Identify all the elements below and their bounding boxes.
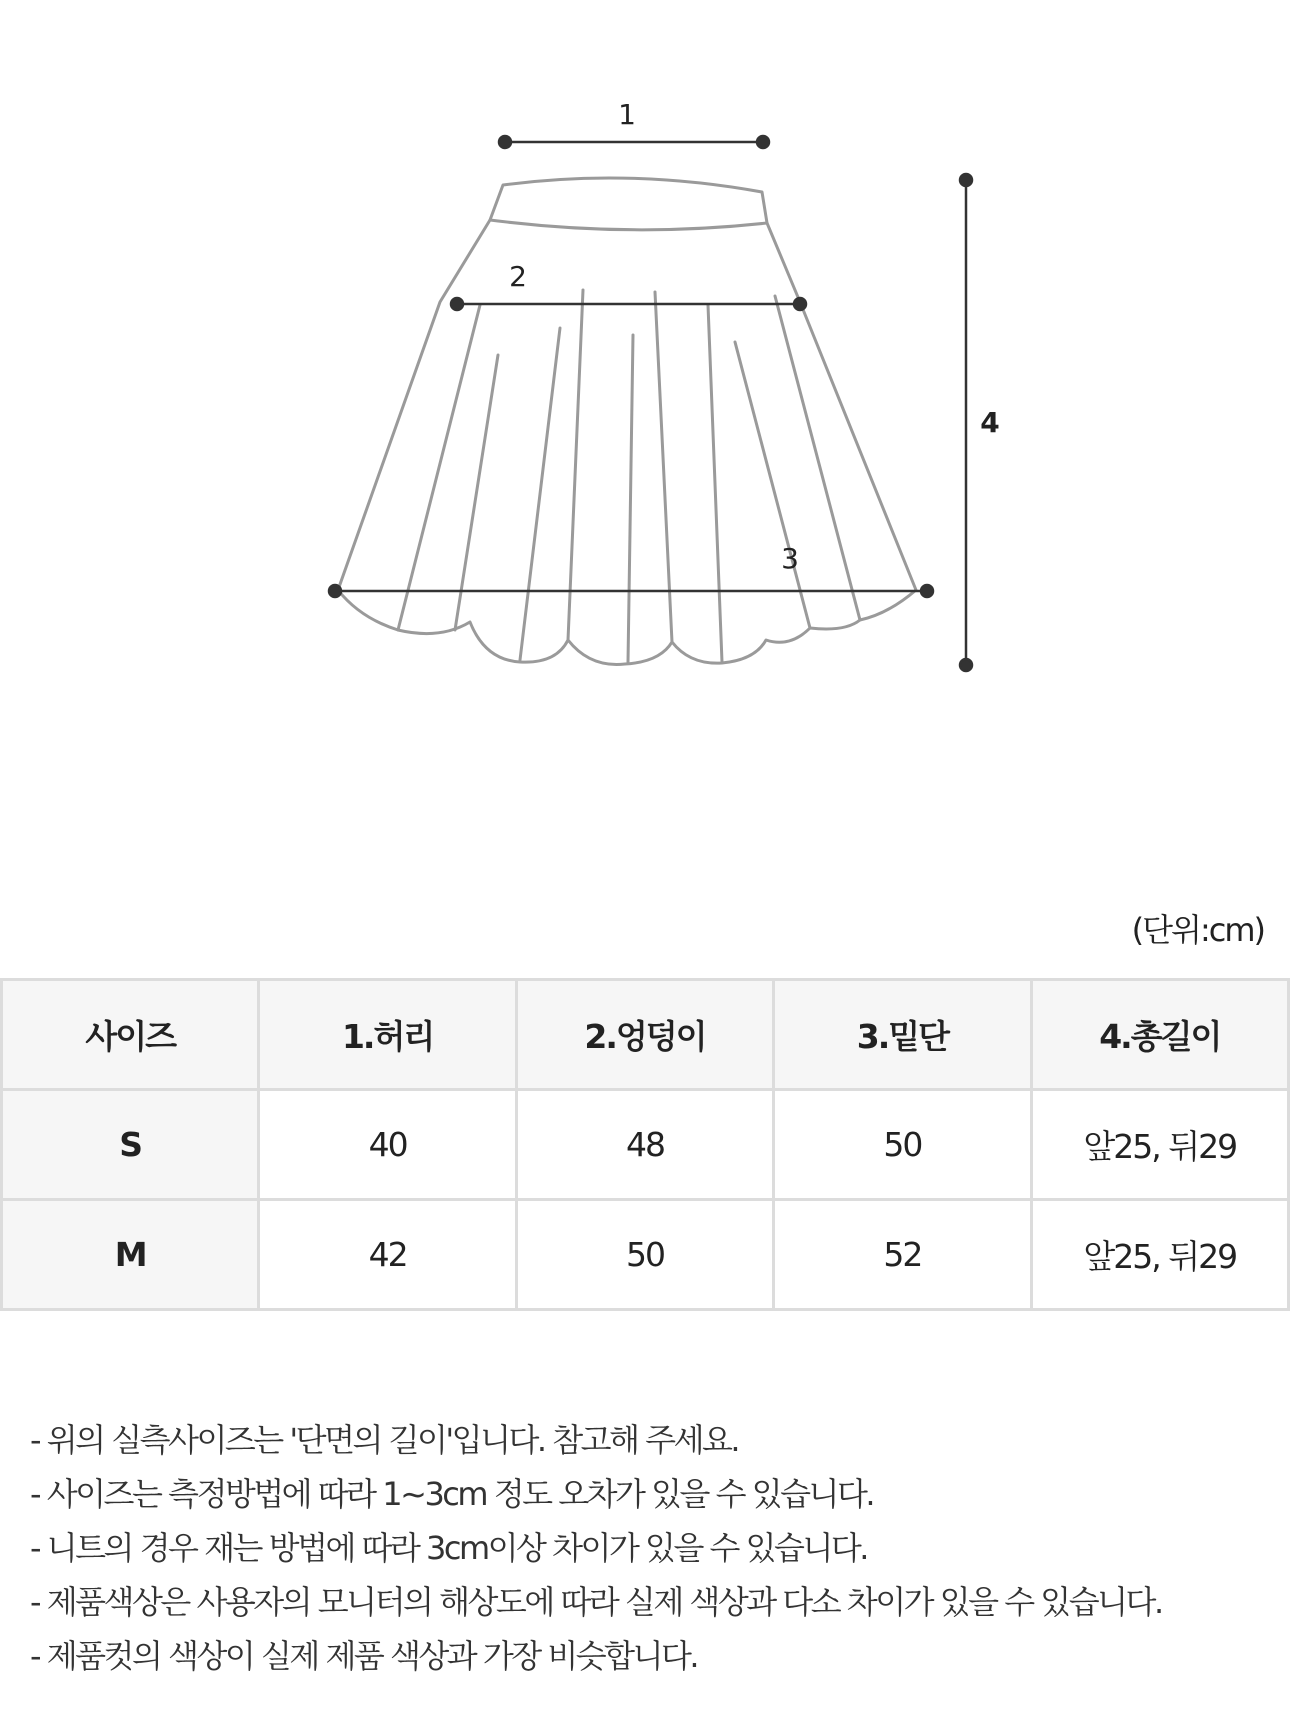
note-item: - 니트의 경우 재는 방법에 따라 3cm이상 차이가 있을 수 있습니다. [30,1529,867,1567]
note-item: - 제품컷의 색상이 실제 제품 색상과 가장 비슷합니다. [30,1637,698,1675]
header-hem: 3.밑단 [774,980,1031,1090]
header-hip: 2.엉덩이 [516,980,773,1090]
cell-hem: 52 [774,1200,1031,1310]
cell-length: 앞25, 뒤29 [1031,1090,1288,1200]
table-row [2,1090,1289,1200]
cell-hip: 50 [516,1200,773,1310]
notes-list [30,1413,1162,1683]
cell-waist: 42 [259,1200,516,1310]
cell-hem: 50 [774,1090,1031,1200]
table-row [2,1200,1289,1310]
note-item: - 사이즈는 측정방법에 따라 1~3cm 정도 오차가 있을 수 있습니다. [30,1475,874,1513]
row-size-label: S [2,1090,259,1200]
row-size-label: M [2,1200,259,1310]
size-table [0,978,1290,1311]
length-measure-line [960,174,972,671]
waist-measure-line [499,136,769,148]
cell-length: 앞25, 뒤29 [1031,1200,1288,1310]
skirt-measurement-diagram [0,0,1290,760]
hem-measure-line [329,585,933,597]
cell-waist: 40 [259,1090,516,1200]
hip-label: 2 [509,260,527,293]
note-item: - 제품색상은 사용자의 모니터의 해상도에 따라 실제 색상과 다소 차이가 있을 수 있습니다. [30,1583,1162,1621]
header-length: 4.총길이 [1031,980,1288,1090]
hem-label: 3 [781,542,799,575]
unit-label: (단위:cm) [1131,911,1264,949]
header-size: 사이즈 [2,980,259,1090]
cell-hip: 48 [516,1090,773,1200]
length-label: 4 [980,406,1000,439]
hip-measure-line [451,298,806,310]
table-header-row [2,980,1289,1090]
note-item: - 위의 실측사이즈는 '단면의 길이'입니다. 참고해 주세요. [30,1421,739,1459]
waist-label: 1 [618,98,636,131]
header-waist: 1.허리 [259,980,516,1090]
